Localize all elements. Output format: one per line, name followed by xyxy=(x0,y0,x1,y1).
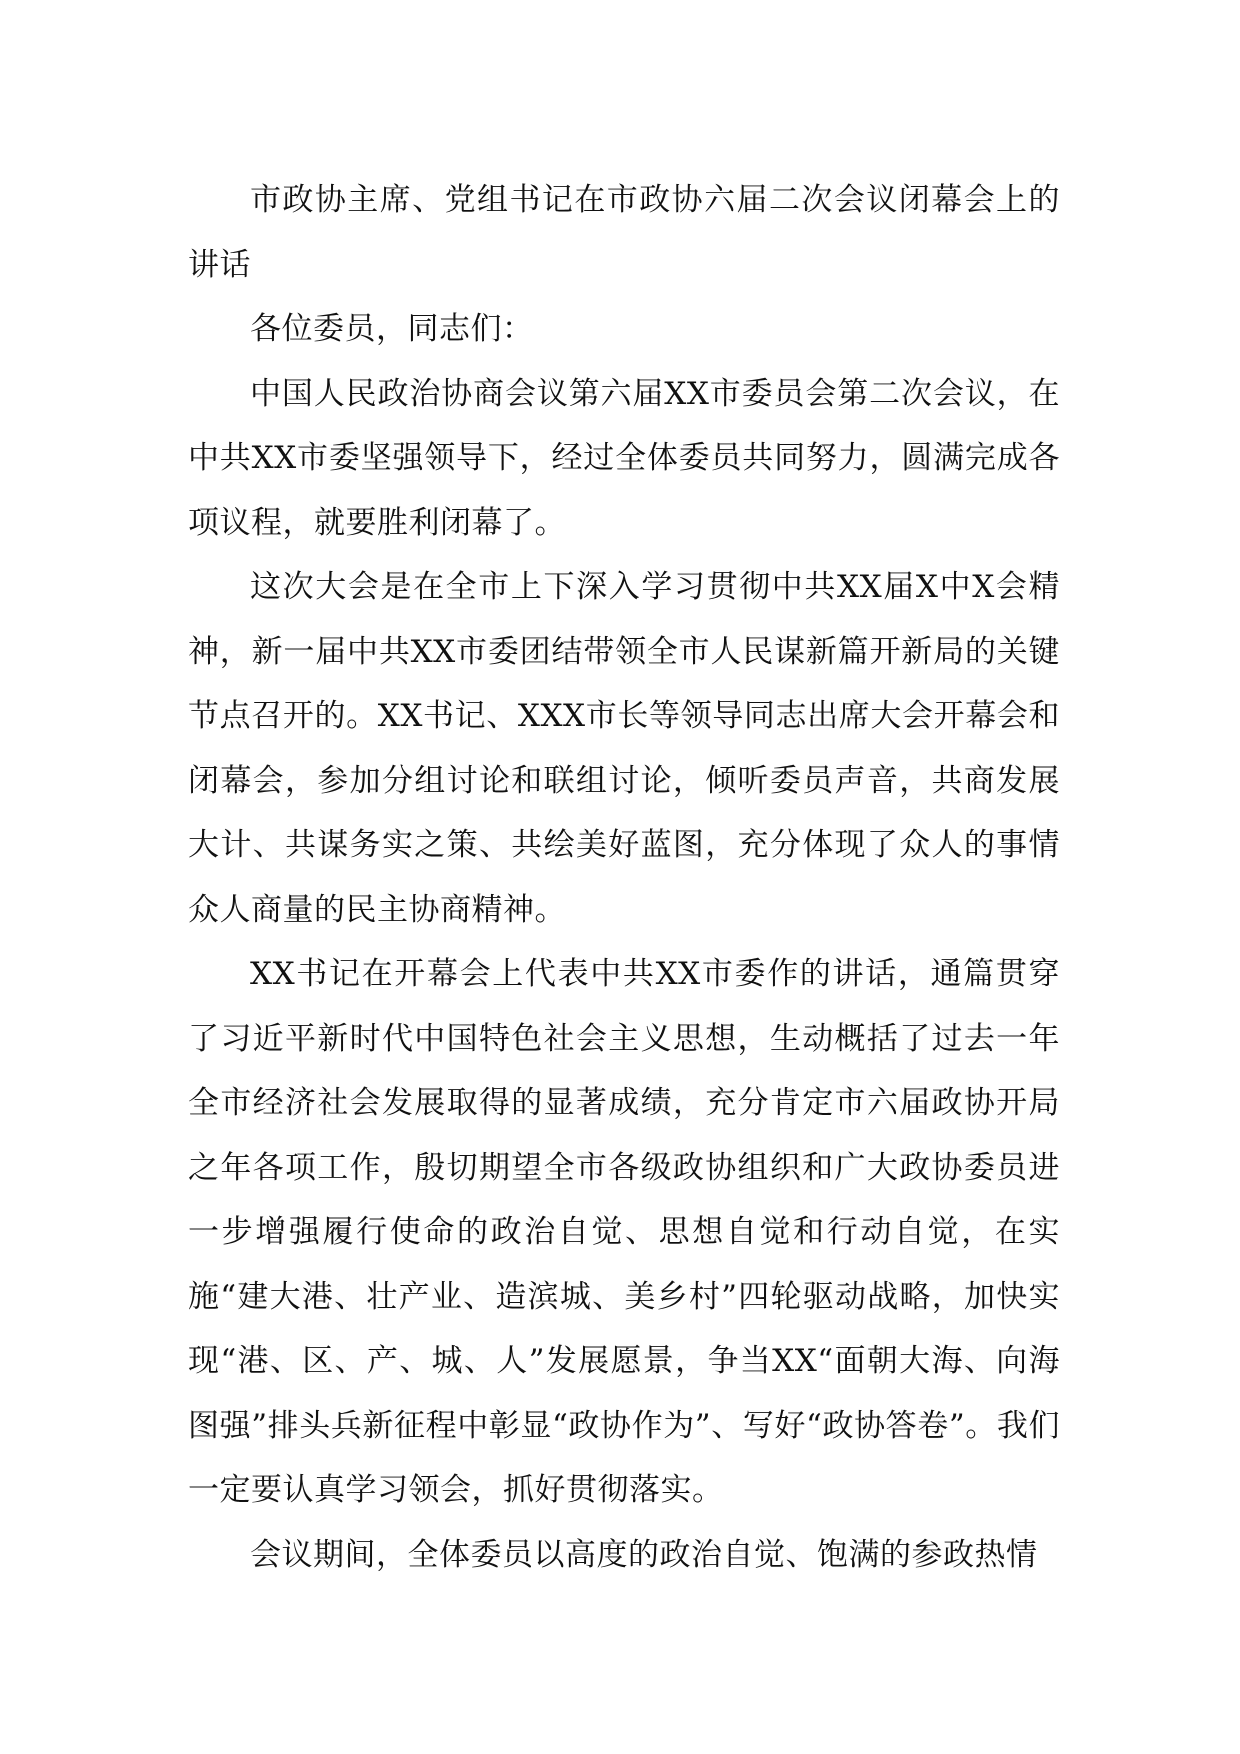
document-body xyxy=(188,168,1060,1587)
body-paragraph-3: XX书记在开幕会上代表中共XX市委作的讲话，通篇贯穿了习近平新时代中国特色社会主义思想，生动概括了过去一年全市经济社会发展取得的显著成绩，充分肯定市六届政协开局之年各项工作，殷切期望全市各级政协组织和广大政协委员进一步增强履行使命的政治自觉、思想自觉和行动自觉，在实施“建大港、壮产业、造滨城、美乡村”四轮驱动战略，加快实现“港、区、产、城、人”发展愿景，争当XX“面朝大海、向海图强”排头兵新征程中彰显“政协作为”、写好“政协答卷”。我们一定要认真学习领会，抓好贯彻落实。 xyxy=(188,956,1060,1508)
body-paragraph-2: 这次大会是在全市上下深入学习贯彻中共XX届X中X会精神，新一届中共XX市委团结带领全市人民谋新篇开新局的关键节点召开的。XX书记、XXX市长等领导同志出席大会开幕会和闭幕会，参加分组讨论和联组讨论，倾听委员声音，共商发展大计、共谋务实之策、共绘美好蓝图，充分体现了众人的事情众人商量的民主协商精神。 xyxy=(188,569,1060,928)
body-paragraph-4: 会议期间，全体委员以高度的政治自觉、饱满的参政热情 xyxy=(250,1536,1038,1573)
salutation: 各位委员，同志们： xyxy=(250,311,534,347)
body-paragraph-1: 中国人民政治协商会议第六届XX市委员会第二次会议，在中共XX市委坚强领导下，经过全体委员共同努力，圆满完成各项议程，就要胜利闭幕了。 xyxy=(188,375,1060,541)
document-title: 市政协主席、党组书记在市政协六届二次会议闭幕会上的讲话 xyxy=(188,182,1060,283)
